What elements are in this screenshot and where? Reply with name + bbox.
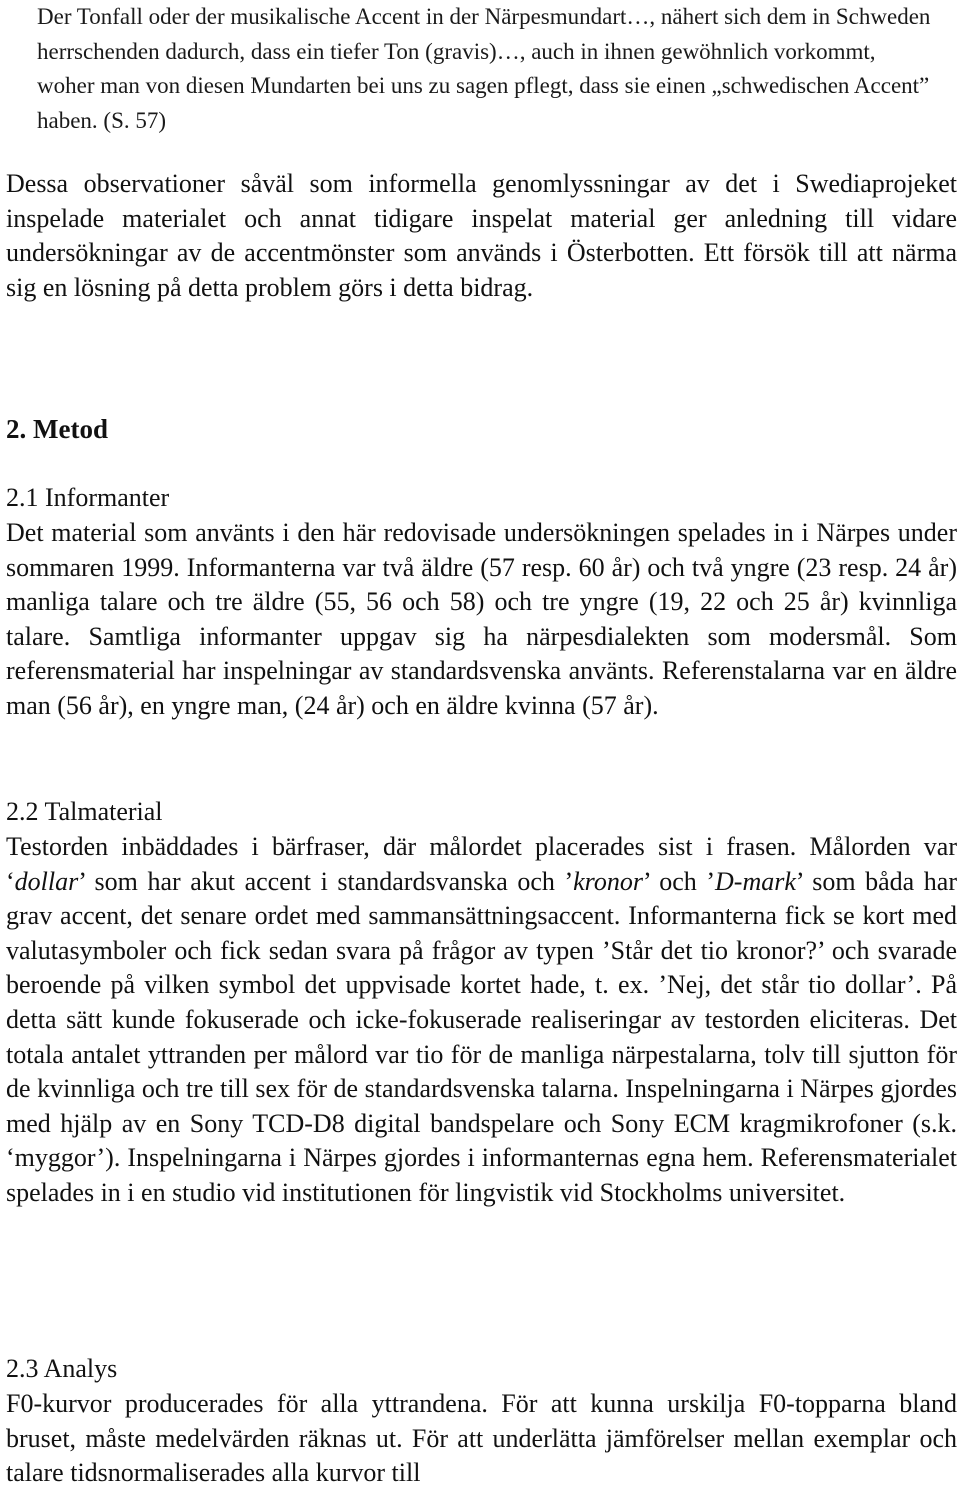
talmaterial-paragraph (6, 830, 957, 1211)
informanter-paragraph: Det material som använts i den här redovisade undersökningen spelades in i Närpes under sommaren 1999. Informanterna var två äldre (57 resp. 60 år) och två yngre (23 resp. 24 år) manliga talare och tre äldre (55, 56 och 58) och tre yngre (19, 22 och 25 år) kvinnliga talare. Samtliga informanter uppgav sig ha närpesdialekten som modersmål. Som referensmaterial har inspelningar av standardsvenska använts. Referenstalarna var en äldre man (56 år), en yngre man, (24 år) och en äldre kvinna (57 år). (6, 518, 957, 720)
section-heading: 2. Metod (6, 414, 108, 444)
quoted-passage: Der Tonfall oder der musikalische Accent in der Närpesmundart…, nähert sich dem in Schweden herrschenden dadurch, dass ein tiefer Ton (gravis)…, auch in ihnen gewöhnlich vorkommt, woher man von diesen Mundarten bei uns zu sagen pflegt, dass sie einen „schwedischen Accent” haben. (S. 57) (37, 4, 931, 133)
target-word-dollar: dollar (14, 866, 79, 896)
subsection-title-informanter: 2.1 Informanter (6, 483, 170, 512)
talmaterial-text-d: ’ som båda har grav accent, det senare ordet med sammansättningsaccent. Informanterna fick se kort med valutasymboler och fick sedan svara på frågor av typen ’Står det tio kronor?’ och svarade beroende på vilken symbol det uppvisade kortet hade, t. ex. ’Nej, det står tio dollar’. På detta sätt kunde fokuserade och icke-fokuserade realiseringar av testorden eliciteras. Det totala antalet yttranden per målord var tio för de manliga närpestalarna, tolv till sjutton för de kvinnliga och tre till sex för de standardsvenska talarna. Inspelningarna i Närpes gjordes med hjälp av en Sony TCD-D8 digital bandspelare och Sony ECM kragmikrofoner (s.k. ‘myggor’). Inspelningarna i Närpes gjordes i informanternas egna hem. Referensmaterialet spelades in i en studio vid institutionen för lingvistik vid Stockholms universitet. (6, 866, 957, 1207)
subsection-title-analys: 2.3 Analys (6, 1354, 118, 1383)
talmaterial-text-b: ’ som har akut accent i standardsvanska och ’ (78, 866, 574, 896)
target-word-dmark: D-mark (715, 866, 796, 896)
talmaterial-text-c: ’ och ’ (642, 866, 716, 896)
subsection-title-talmaterial: 2.2 Talmaterial (6, 797, 163, 826)
talmaterial-text-a: Testorden inbäddades i bärfraser, där målordet placerades sist i frasen. Målorden var ‘ (6, 832, 957, 896)
intro-paragraph: Dessa observationer såväl som informella genomlyssningar av det i Swediaprojeket inspelade materialet och annat tidigare inspelat material ger anledning till vidare undersökningar av de accentmönster som används i Österbotten. Ett försök till att närma sig en lösning på detta problem görs i detta bidrag. (6, 169, 957, 302)
target-word-kronor: kronor (573, 866, 643, 896)
analys-paragraph: F0-kurvor producerades för alla yttrandena. För att kunna urskilja F0-topparna bland bruset, måste medelvärden räknas ut. För att underlätta jämförelser mellan exemplar och talare tidsnormaliserades alla kurvor till (6, 1389, 957, 1488)
